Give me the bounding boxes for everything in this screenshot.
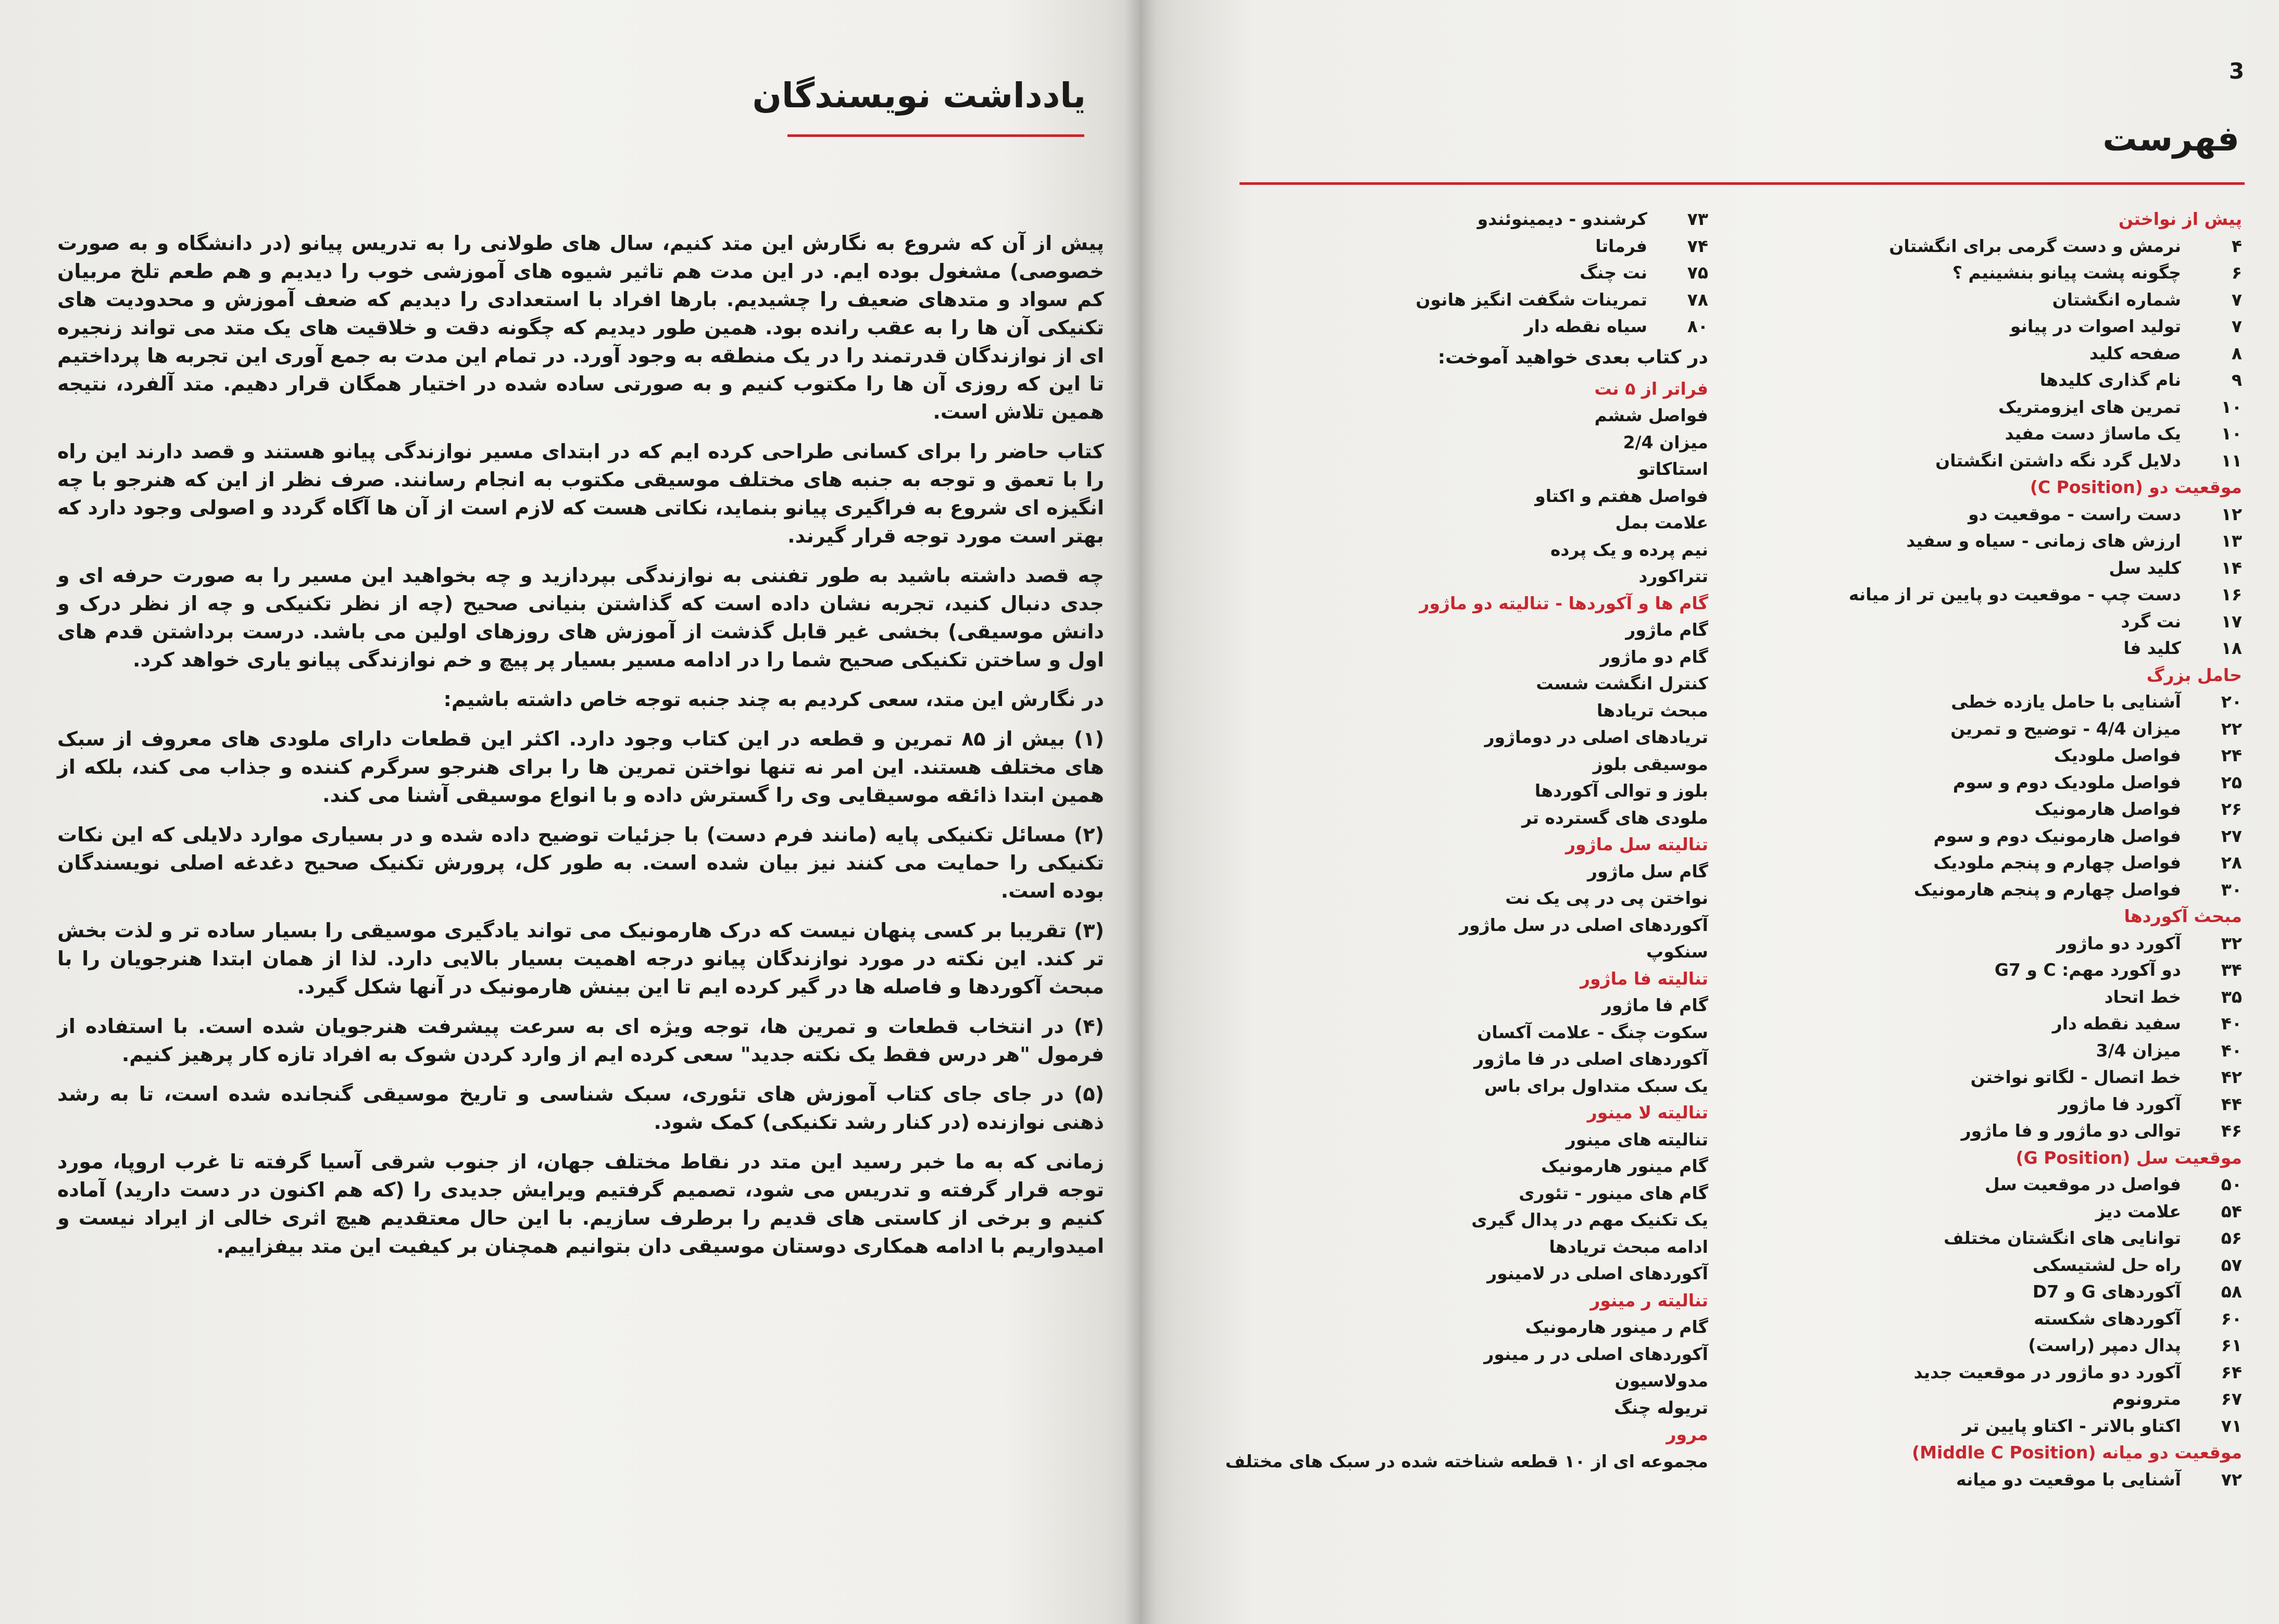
toc-entry <box>1862 849 2242 876</box>
toc-entry-title: فواصل ملودیک <box>2053 745 2181 765</box>
toc-page-number: ۷ <box>2231 316 2242 336</box>
toc-topic: ملودی های گسترده تر <box>1522 807 1708 828</box>
note-paragraph: پیش از آن که شروع به نگارش این متد کنیم، سال های طولانی را به تدریس پیانو (در دانشگاه و به صورت خصوصی) مشغول بوده ایم. در این مدت هم تاثیر شیوه های آموزشی خوب را دیدیم و هم طعم تلخ مربیان کم سواد و متدهای ضعیف را چشیدیم. بارها افراد با استعدادی را دیدیم که ضعف آموزش و محدودیت های تکنیکی آن ها را به عقب رانده بود. همین طور دیدیم که چگونه دقت و خلاقیت های یک متد می تواند زنجیره ای از نوازندگان قدرتمند را در یک منطقه به وجود آورد. در تمام این مدت به جمع آوری این تجربه ها پرداختیم تا این که روزی آن ها را مکتوب کنیم و به صورتی ساده شده در اختیار همگان قرار دهیم. متد آلفرد، نتیجه همین تلاش است. <box>57 232 1104 423</box>
toc-page-number: ۱۴ <box>2221 557 2242 578</box>
toc-page-number: ۲۶ <box>2221 799 2242 819</box>
toc-entry-title: ارزش های زمانی - سیاه و سفید <box>1906 531 2181 551</box>
toc-topic: نیم پرده و یک پرده <box>1550 539 1708 560</box>
toc-topic: استاکاتو <box>1638 459 1708 479</box>
toc-entry-title: آکوردهای G و D7 <box>2032 1281 2181 1302</box>
toc-entry <box>1862 1466 2242 1493</box>
toc-entry-title: دو آکورد مهم: C و G7 <box>1994 960 2181 980</box>
toc-entry-title: دست راست - موقعیت دو <box>1968 503 2181 524</box>
toc-section-heading: موقعیت سل (G Position) <box>2015 1147 2242 1168</box>
toc-page-number: ۴۶ <box>2221 1121 2242 1141</box>
toc-topic: موسیقی بلوز <box>1593 753 1708 774</box>
toc-page-number: ۸ <box>2231 343 2242 363</box>
toc-entry-title: فواصل هارمونیک <box>2034 799 2181 819</box>
toc-entry <box>1862 340 2242 367</box>
toc-entry <box>1862 501 2242 528</box>
toc-page-number: ۳۰ <box>2221 879 2242 900</box>
toc-entry <box>1250 233 1708 260</box>
toc-entry-title: نت گرد <box>2121 611 2181 632</box>
toc-entry <box>1862 1037 2242 1064</box>
toc-page-number: ۷۸ <box>1687 289 1708 310</box>
toc-section-heading: موقعیت دو (C Position) <box>2030 477 2242 497</box>
toc-topic: تریادهای اصلی در دوماژور <box>1484 727 1708 747</box>
toc-page-number: ۷۲ <box>2221 1469 2242 1490</box>
toc-page-number: ۷۴ <box>1687 235 1708 256</box>
toc-topic: آکوردهای اصلی در لامینور <box>1487 1263 1708 1283</box>
toc-next-book-heading: در کتاب بعدی خواهید آموخت: <box>1437 346 1708 368</box>
toc-entry <box>1862 555 2242 582</box>
toc-section-heading: مرور <box>1666 1424 1708 1444</box>
toc-page-number: ۲۷ <box>2221 825 2242 846</box>
toc-topic: گام فا ماژور <box>1601 995 1708 1015</box>
toc-entry-title: آکورد دو ماژور <box>2057 933 2181 953</box>
toc-page-number: ۱۳ <box>2221 531 2242 551</box>
toc-page-number: ۵۴ <box>2221 1201 2242 1222</box>
toc-section-heading: مبحث آکوردها <box>2124 906 2242 926</box>
toc-entry-title: تولید اصوات در پیانو <box>2010 316 2181 336</box>
toc-entry-title: تمرین های ایزومتریک <box>1998 396 2181 417</box>
toc-entry <box>1862 930 2242 957</box>
toc-topic: علامت بمل <box>1615 512 1708 533</box>
toc-topic: فواصل ششم <box>1594 405 1708 425</box>
toc-entry-title: آکورد دو ماژور در موقعیت جدید <box>1913 1362 2181 1382</box>
toc-entry-title: تمرینات شگفت انگیز هانون <box>1416 289 1647 310</box>
toc-page-number: ۵۸ <box>2221 1281 2242 1302</box>
toc-entry <box>1862 876 2242 903</box>
toc-page-number: ۶۷ <box>2221 1389 2242 1409</box>
toc-page-number: ۲۰ <box>2221 691 2242 712</box>
toc-title-rule <box>1239 182 2245 185</box>
toc-entry <box>1862 1225 2242 1252</box>
toc-entry-title: دست چپ - موقعیت دو پایین تر از میانه <box>1848 584 2181 605</box>
toc-page-number: ۴۲ <box>2221 1067 2242 1087</box>
toc-entry-title: میزان 4/4 - توضیح و تمرین <box>1950 718 2181 739</box>
toc-entry-title: اکتاو بالاتر - اکتاو پایین تر <box>1962 1415 2181 1436</box>
toc-entry <box>1862 715 2242 742</box>
note-paragraph: کتاب حاضر را برای کسانی طراحی کرده ایم که در ابتدای مسیر نوازندگی پیانو هستند و قصد دارند این راه را با تعمق و توجه به جنبه های مختلف موسیقی مکتوب به انجام رسانند. صرف نظر از این که هنرجو با چه انگیزه ای شروع به فراگیری پیانو بنماید، نکاتی هست که لازم است از آن ها آگاه گردد و اصولی وجود دارد که بهتر است مورد توجه قرار گیرند. <box>57 440 1104 547</box>
note-paragraph: چه قصد داشته باشید به طور تفننی به نوازندگی بپردازید و چه بخواهید این مسیر را به صورت حرفه ای و جدی دنبال کنید، تجربه نشان داده است که گذاشتن بنیانی صحیح (چه از نظر تکنیکی و چه از نظر درک و دانش موسیقی) بخشی غیر قابل گذشت از آموزش های روزهای اولین می باشد. درست برداشتن قدم های اول و ساختن تکنیکی صحیح شما را در ادامه مسیر بسیار پر پیچ و خم نوازندگی پیانو یاری خواهد کرد. <box>57 564 1104 671</box>
toc-entry-title: فواصل هارمونیک دوم و سوم <box>1933 825 2181 846</box>
toc-entry <box>1862 635 2242 662</box>
toc-topic: گام دو ماژور <box>1600 646 1708 667</box>
toc-page-number: ۴۰ <box>2221 1013 2242 1034</box>
toc-entry <box>1862 956 2242 984</box>
toc-entry-title: چگونه پشت پیانو بنشینیم ؟ <box>1952 262 2181 283</box>
toc-topic: گام مینور هارمونیک <box>1541 1156 1708 1176</box>
toc-topic: تتراکورد <box>1638 566 1708 586</box>
toc-entry <box>1862 367 2242 394</box>
toc-section-heading: تنالیته سل ماژور <box>1566 834 1708 854</box>
toc-page-number: ۷۵ <box>1687 262 1708 283</box>
toc-topic: فواصل هفتم و اکتاو <box>1535 485 1708 506</box>
toc-page-number: ۳۲ <box>2221 933 2242 953</box>
toc-topic: میزان 2/4 <box>1623 432 1708 452</box>
toc-entry <box>1862 1064 2242 1091</box>
toc-entry-title: خط اتحاد <box>2104 986 2181 1007</box>
toc-topic: مجموعه ای از ۱۰ قطعه شناخته شده در سبک های مختلف <box>1225 1451 1708 1471</box>
notes-heading: یادداشت نویسندگان <box>752 75 1086 116</box>
toc-entry-title: سیاه نقطه دار <box>1524 316 1647 336</box>
toc-entry <box>1250 206 1708 233</box>
toc-entry <box>1862 286 2242 313</box>
toc-entry <box>1862 233 2242 260</box>
toc-page-number: ۴ <box>2231 235 2242 256</box>
toc-entry-title: شماره انگشتان <box>2052 289 2181 310</box>
toc-topic: کنترل انگشت شست <box>1536 673 1708 694</box>
toc-entry <box>1862 1091 2242 1118</box>
toc-page-number: ۵۰ <box>2221 1174 2242 1194</box>
toc-entry-title: نرمش و دست گرمی برای انگشتان <box>1889 235 2181 256</box>
heading-underline <box>787 134 1084 137</box>
toc-section-heading: تنالیته ر مینور <box>1590 1290 1708 1311</box>
toc-page-number: ۴۰ <box>2221 1040 2242 1061</box>
toc-entry <box>1862 1010 2242 1037</box>
toc-page-number: ۴۴ <box>2221 1093 2242 1114</box>
toc-page-number: ۶۰ <box>2221 1308 2242 1329</box>
toc-entry <box>1862 688 2242 715</box>
toc-entry-title: نت چنگ <box>1580 262 1647 283</box>
toc-topic: ادامه مبحث تریادها <box>1549 1236 1708 1257</box>
toc-section-heading: تنالیته فا ماژور <box>1580 968 1708 989</box>
toc-entry <box>1862 1117 2242 1144</box>
toc-entry <box>1862 1386 2242 1413</box>
toc-section-heading: گام ها و آکوردها - تنالیته دو ماژور <box>1419 593 1708 613</box>
toc-entry <box>1862 1171 2242 1198</box>
toc-page-number: ۲۴ <box>2221 745 2242 765</box>
toc-page-number: ۳۴ <box>2221 960 2242 980</box>
toc-entry <box>1862 608 2242 635</box>
toc-title: فهرست <box>2102 119 2239 159</box>
toc-topic: تنالیته های مینور <box>1566 1129 1708 1150</box>
note-paragraph: (۲) مسائل تکنیکی پایه (مانند فرم دست) با جزئیات توضیح داده شده و در بسیاری موارد دلایلی که این نکات تکنیکی را حمایت می کنند نیز بیان شده است. به طور کل، پرورش تکنیک صحیح دغدغه اصلی نویسندگان بوده است. <box>57 823 1104 902</box>
toc-entry <box>1862 394 2242 421</box>
book-spine-shadow <box>1125 0 1156 1624</box>
toc-page-number: ۵۶ <box>2221 1228 2242 1248</box>
toc-page-number: ۲۵ <box>2221 772 2242 792</box>
toc-entry <box>1862 1305 2242 1332</box>
toc-entry <box>1862 1332 2242 1359</box>
toc-entry-title: آشنایی با حامل یازده خطی <box>1951 691 2181 712</box>
toc-section-heading: فراتر از ۵ نت <box>1594 378 1708 399</box>
toc-topic: گام سل ماژور <box>1587 861 1708 882</box>
toc-entry <box>1862 823 2242 850</box>
toc-page-number: ۱۰ <box>2221 423 2242 444</box>
note-paragraph: (۱) بیش از ۸۵ تمرین و قطعه در این کتاب وجود دارد. اکثر این قطعات دارای ملودی های معروف از سبک های مختلف هستند. این امر نه تنها نواختن تمرین ها را برای هنرجو سرگرم کننده و جذاب می کند، بلکه از همین ابتدا ذائقه موسیقایی وی را گسترش داده و با انواع موسیقی آشنا می کند. <box>57 727 1105 807</box>
toc-entry <box>1848 581 2242 608</box>
toc-topic: گام ر مینور هارمونیک <box>1525 1317 1708 1337</box>
toc-topic: آکوردهای اصلی در فا ماژور <box>1474 1049 1708 1069</box>
toc-topic: نواختن پی در پی یک نت <box>1505 888 1708 908</box>
toc-page-number: ۶۴ <box>2221 1362 2242 1382</box>
toc-entry <box>1862 742 2242 769</box>
toc-entry-title: فواصل چهارم و پنجم ملودیک <box>1933 852 2181 873</box>
toc-entry <box>1250 286 1708 313</box>
toc-page-number: ۵۷ <box>2221 1254 2242 1275</box>
toc-entry-title: کلید سل <box>2109 557 2181 578</box>
toc-topic: تریوله چنگ <box>1614 1397 1708 1418</box>
toc-page-number: ۱۶ <box>2221 584 2242 605</box>
toc-topic: سنکوپ <box>1646 941 1708 962</box>
toc-entry <box>1862 1252 2242 1279</box>
note-paragraph: (۳) تقریبا بر کسی پنهان نیست که درک هارمونیک می تواند یادگیری موسیقی را بسیار ساده تر و لذت بخش تر کند. این نکته در مورد نوازندگان پیانو درجه اهمیت بسیار بالایی دارد. لذا از همان ابتدا هنرجویان را با مبحث آکوردها و فاصله ها در گیر کرده ایم تا این بینش هارمونیک در آنها شکل گیرد. <box>57 919 1104 998</box>
toc-page-number: ۱۲ <box>2221 503 2242 524</box>
toc-page-number: ۲۲ <box>2221 718 2242 739</box>
toc-entry-title: یک ماساژ دست مفید <box>2005 423 2181 444</box>
toc-column-right <box>1848 206 2242 1493</box>
toc-entry-title: آکورد فا ماژور <box>2058 1093 2181 1114</box>
toc-page-number: ۱۰ <box>2221 396 2242 417</box>
note-paragraph: زمانی که به ما خبر رسید این متد در نقاط مختلف جهان، از جنوب شرقی آسیا گرفته تا غرب اروپا، مورد توجه قرار گرفته و تدریس می شود، تصمیم گرفتیم ویرایش جدیدی را (که هم اکنون در دست دارید) آماده کنیم و برخی از کاستی های قدیم را برطرف سازیم. با این حال معتقدیم هیچ اثری خالی از ایراد نیست و امیدواریم با ادامه همکاری دوستان موسیقی دان بتوانیم همچنان بر کیفیت این متد بیفزاییم. <box>57 1150 1104 1257</box>
toc-entry <box>1862 313 2242 340</box>
note-paragraph: (۵) در جای جای کتاب آموزش های تئوری، سبک شناسی و تاریخ موسیقی گنجانده شده است، تا به رشد ذهنی نوازنده (در کنار رشد تکنیکی) کمک شود. <box>57 1082 1104 1134</box>
toc-entry-title: فواصل در موقعیت سل <box>1984 1174 2181 1194</box>
toc-page-number: ۸۰ <box>1687 316 1708 336</box>
toc-page-number: ۳۵ <box>2221 986 2242 1007</box>
toc-page-number: ۷ <box>2231 289 2242 310</box>
toc-entry <box>1862 420 2242 447</box>
toc-topic: یک سبک متداول برای باس <box>1484 1075 1708 1096</box>
toc-entry-title: توالی دو ماژور و فا ماژور <box>1961 1121 2181 1141</box>
toc-page-number: ۱۸ <box>2221 638 2242 658</box>
toc-entry <box>1862 1359 2242 1386</box>
toc-page-number: ۷۱ <box>2221 1415 2242 1436</box>
toc-page-number: ۶ <box>2231 262 2242 283</box>
toc-entry <box>1862 1198 2242 1225</box>
toc-entry-title: فواصل ملودیک دوم و سوم <box>1952 772 2181 792</box>
toc-topic: سکوت چنگ - علامت آکسان <box>1477 1022 1708 1042</box>
toc-entry-title: میزان 3/4 <box>2096 1040 2181 1061</box>
toc-entry-title: سفید نقطه دار <box>2052 1013 2181 1034</box>
toc-entry-title: صفحه کلید <box>2089 343 2181 363</box>
toc-entry <box>1250 313 1708 340</box>
toc-topic: گام ماژور <box>1625 620 1708 640</box>
toc-page-number: ۷۳ <box>1687 209 1708 229</box>
toc-topic: مبحث تریادها <box>1596 700 1708 721</box>
toc-entry-title: خط اتصال - لگاتو نواختن <box>1970 1067 2181 1087</box>
toc-entry-title: مترونوم <box>2112 1389 2181 1409</box>
toc-section-heading: موقعیت دو میانه (Middle C Position) <box>1912 1442 2242 1463</box>
toc-entry-title: کرشندو - دیمینوئندو <box>1477 209 1647 229</box>
toc-entry <box>1862 796 2242 823</box>
toc-entry <box>1862 1413 2242 1440</box>
toc-page-number: ۶۱ <box>2221 1335 2242 1355</box>
toc-entry-title: توانایی های انگشتان مختلف <box>1944 1228 2181 1248</box>
toc-entry-title: فرماتا <box>1595 235 1647 256</box>
toc-entry-title: کلید فا <box>2123 638 2181 658</box>
note-paragraph: در نگارش این متد، سعی کردیم به چند جنبه توجه خاص داشته باشیم: <box>443 688 1104 711</box>
toc-topic: یک تکنیک مهم در پدال گیری <box>1471 1210 1708 1230</box>
toc-entry <box>1862 769 2242 796</box>
toc-section-heading: تنالیته لا مینور <box>1587 1102 1708 1123</box>
toc-page-number: ۲۸ <box>2221 852 2242 873</box>
notes-body <box>57 229 1104 1271</box>
toc-entry <box>1862 984 2242 1011</box>
toc-entry-title: فواصل چهارم و پنجم هارمونیک <box>1913 879 2181 900</box>
toc-page-number: ۱۷ <box>2221 611 2242 632</box>
toc-topic: گام های مینور - تئوری <box>1519 1182 1708 1203</box>
toc-entry-title: راه حل لشتیسکی <box>2032 1254 2181 1275</box>
note-paragraph: (۴) در انتخاب قطعات و تمرین ها، توجه ویژه ای به سرعت پیشرفت هنرجویان شده است. با استفاده از فرمول "هر درس فقط یک نکته جدید" سعی کرده ایم از وارد کردن شوک به افراد تازه کار پرهیز کنیم. <box>57 1015 1104 1066</box>
toc-entry-title: نام گذاری کلیدها <box>2039 370 2181 390</box>
toc-entry-title: پدال دمپر (راست) <box>2028 1335 2181 1355</box>
toc-page-number: ۱۱ <box>2221 450 2242 471</box>
toc-entry-title: آکوردهای شکسته <box>2034 1308 2181 1329</box>
toc-section-heading: پیش از نواختن <box>2118 209 2242 229</box>
toc-entry <box>1862 447 2242 474</box>
toc-entry <box>1862 259 2242 286</box>
toc-entry <box>1862 527 2242 555</box>
toc-entry <box>1862 1278 2242 1305</box>
toc-entry-title: آشنایی با موقعیت دو میانه <box>1956 1469 2181 1490</box>
toc-topic: آکوردهای اصلی در ر مینور <box>1484 1343 1708 1364</box>
toc-topic: مدولاسیون <box>1614 1370 1708 1391</box>
toc-topic: آکوردهای اصلی در سل ماژور <box>1459 914 1708 935</box>
page-number: 3 <box>2229 58 2245 84</box>
toc-page-number: ۹ <box>2231 370 2242 390</box>
toc-entry-title: دلایل گرد نگه داشتن انگشتان <box>1935 450 2181 471</box>
toc-section-heading: حامل بزرگ <box>2146 664 2242 685</box>
toc-topic: بلوز و توالی آکوردها <box>1534 780 1708 801</box>
toc-entry-title: علامت دیز <box>2095 1201 2181 1222</box>
toc-column-left <box>1225 206 1708 1475</box>
toc-entry <box>1250 259 1708 286</box>
